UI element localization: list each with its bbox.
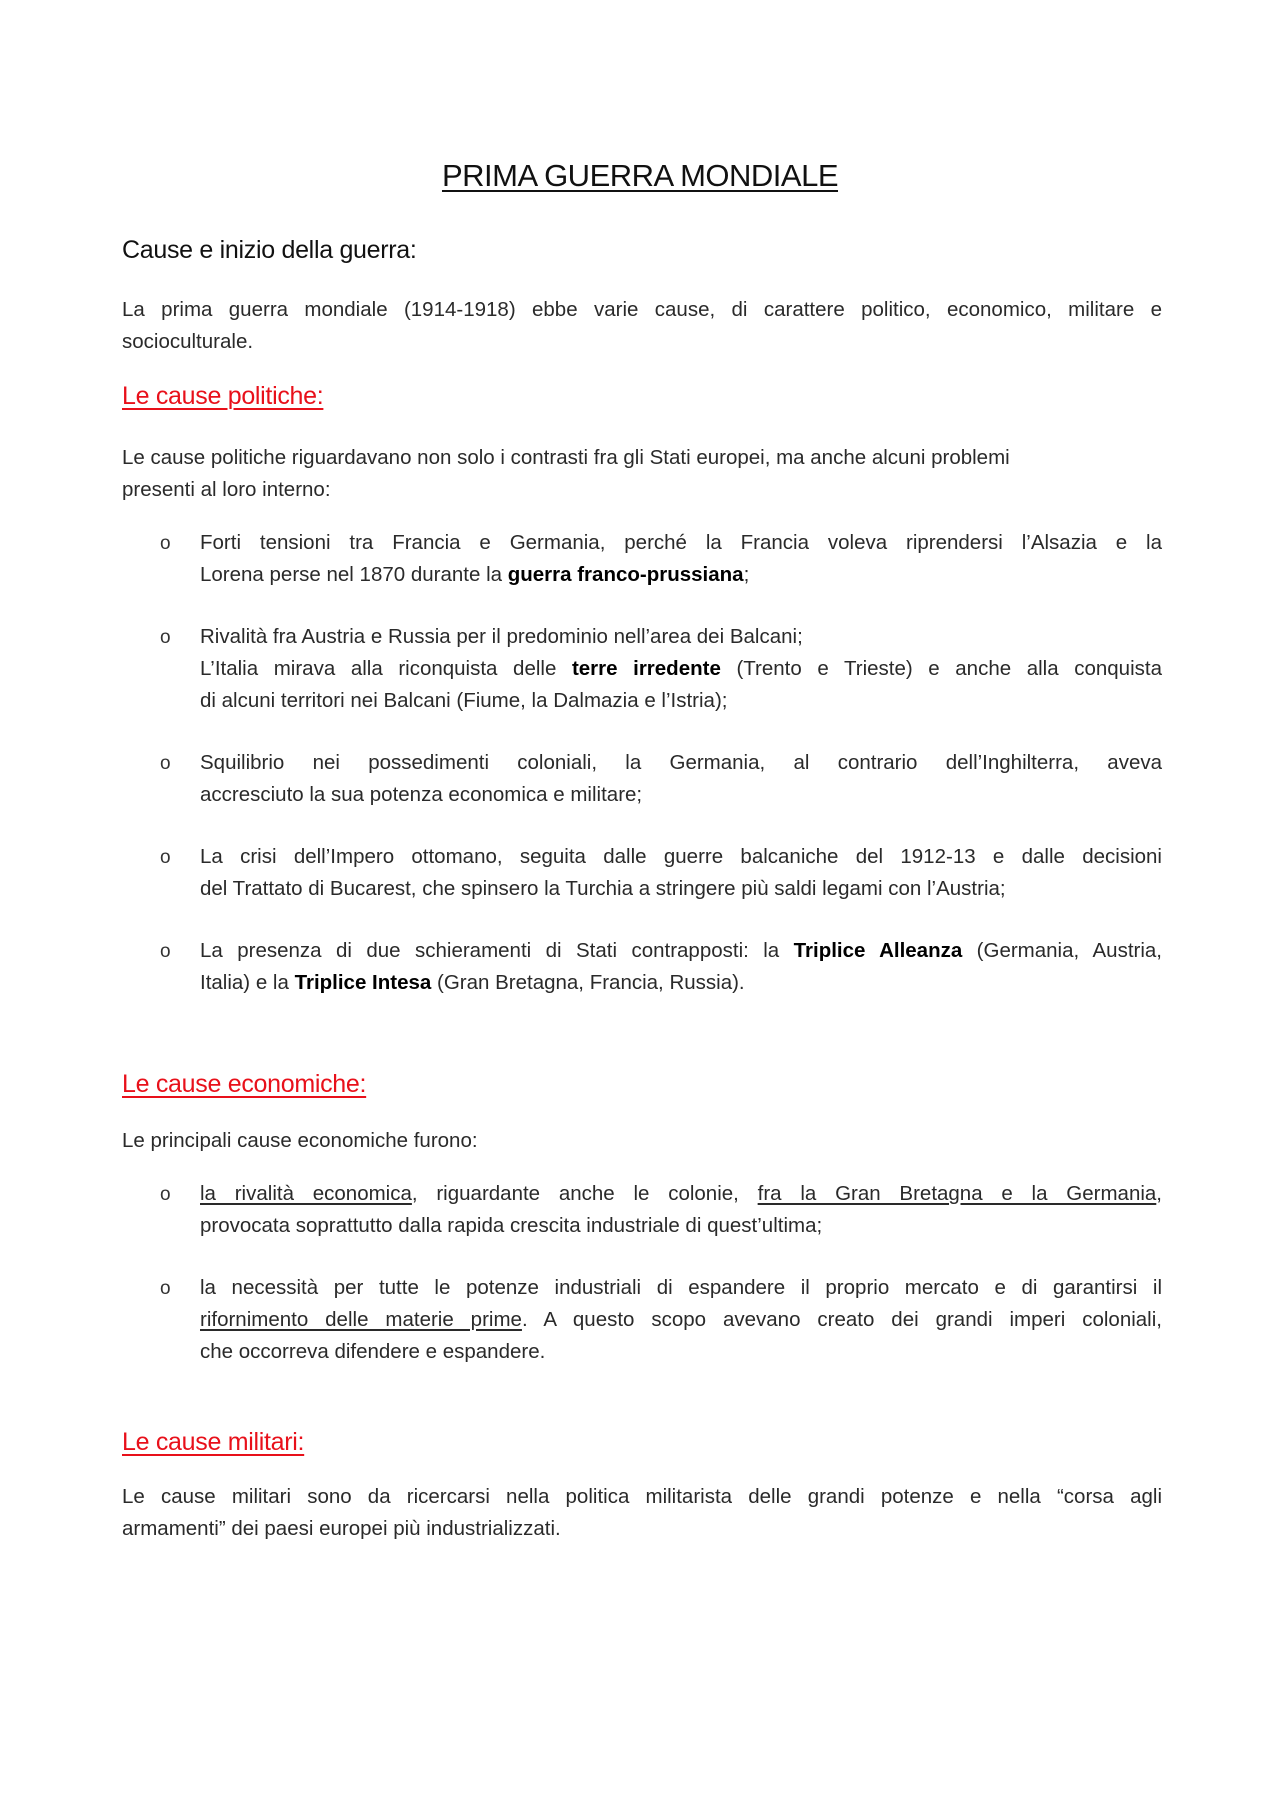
paragraph-economic	[122, 1125, 1162, 1157]
bullet-marker: o	[160, 533, 171, 554]
list-item-political-4	[200, 841, 1162, 905]
paragraph-political-line-2: presenti al loro interno:	[122, 478, 331, 501]
paragraph-military-line-1: Le cause militari sono da ricercarsi nella politica militarista delle grandi potenze e nella “corsa agli	[122, 1485, 1162, 1508]
heading-cause-politiche: Le cause politiche:	[122, 382, 324, 410]
list-item-text: Italia) e la	[200, 971, 295, 994]
list-item-line: che occorreva difendere e espandere.	[200, 1340, 546, 1363]
list-item-line	[200, 935, 1162, 967]
list-item-line	[200, 967, 1162, 999]
list-item-political-2	[200, 621, 1162, 717]
list-item-text: (Gran Bretagna, Francia, Russia).	[431, 971, 745, 994]
list-item-economic-1	[200, 1178, 1162, 1242]
list-item-economic-2	[200, 1272, 1162, 1368]
bullet-marker: o	[160, 941, 171, 962]
list-item-text: (Germania, Austria,	[962, 939, 1162, 962]
bold-term-terre-irredente: terre irredente	[571, 657, 721, 680]
paragraph-intro	[122, 294, 1162, 358]
bold-term-guerra-franco-prussiana: guerra franco-prussiana	[507, 563, 744, 586]
list-item-text: ;	[743, 563, 750, 586]
list-item-line: Forti tensioni tra Francia e Germania, perché la Francia voleva riprendersi l’Alsazia e la	[200, 531, 1162, 554]
list-item-line: accresciuto la sua potenza economica e militare;	[200, 783, 643, 806]
underlined-term-rivalita-economica: la rivalità economica	[200, 1182, 412, 1205]
paragraph-intro-line-2: socioculturale.	[122, 330, 254, 353]
list-item-text: ,	[1156, 1182, 1162, 1205]
list-item-line	[200, 559, 1162, 591]
heading-cause-militari: Le cause militari:	[122, 1428, 305, 1456]
list-item-line	[200, 1178, 1162, 1210]
page-title	[0, 158, 1280, 194]
list-item-political-5	[200, 935, 1162, 999]
list-item-political-3	[200, 747, 1162, 811]
paragraph-political	[122, 442, 1162, 506]
heading-cause-inizio: Cause e inizio della guerra:	[122, 236, 417, 264]
underlined-term-gran-bretagna-germania: fra la Gran Bretagna e la Germania	[757, 1182, 1157, 1205]
list-item-text: (Trento e Trieste) e anche alla conquista	[720, 657, 1162, 680]
heading-cause-economiche: Le cause economiche:	[122, 1070, 367, 1098]
list-item-line	[200, 1304, 1162, 1336]
list-item-text: La presenza di due schieramenti di Stati contrapposti: la	[200, 939, 794, 962]
paragraph-political-line-1: Le cause politiche riguardavano non solo i contrasti fra gli Stati europei, ma anche alcuni problemi	[122, 446, 1010, 469]
bullet-marker: o	[160, 847, 171, 868]
list-item-text: Lorena perse nel 1870 durante la	[200, 563, 508, 586]
paragraph-economic-line-1: Le principali cause economiche furono:	[122, 1129, 478, 1152]
paragraph-intro-line-1: La prima guerra mondiale (1914-1918) ebbe varie cause, di carattere politico, economico, militare e	[122, 298, 1162, 321]
bullet-marker: o	[160, 753, 171, 774]
bullet-marker: o	[160, 627, 171, 648]
paragraph-military	[122, 1481, 1162, 1545]
list-item-line: del Trattato di Bucarest, che spinsero la Turchia a stringere più saldi legami con l’Austria;	[200, 877, 1006, 900]
list-item-line: di alcuni territori nei Balcani (Fiume, la Dalmazia e l’Istria);	[200, 689, 728, 712]
list-item-line: Rivalità fra Austria e Russia per il predominio nell’area dei Balcani;	[200, 625, 803, 648]
bullet-marker: o	[160, 1278, 171, 1299]
list-item-political-1	[200, 527, 1162, 591]
list-item-text: . A questo scopo avevano creato dei grandi imperi coloniali,	[521, 1308, 1162, 1331]
bold-term-triplice-intesa: Triplice Intesa	[294, 971, 432, 994]
bold-term-triplice-alleanza: Triplice Alleanza	[793, 939, 963, 962]
list-item-line: Squilibrio nei possedimenti coloniali, la Germania, al contrario dell’Inghilterra, aveva	[200, 751, 1162, 774]
list-item-line: la necessità per tutte le potenze industriali di espandere il proprio mercato e di garantirsi il	[200, 1276, 1162, 1299]
list-item-text: , riguardante anche le colonie,	[411, 1182, 758, 1205]
page-title-text: PRIMA GUERRA MONDIALE	[441, 158, 839, 193]
list-item-line: provocata soprattutto dalla rapida crescita industriale di quest’ultima;	[200, 1214, 823, 1237]
paragraph-military-line-2: armamenti” dei paesi europei più industrializzati.	[122, 1517, 561, 1540]
list-item-line	[200, 653, 1162, 685]
list-item-text: L’Italia mirava alla riconquista delle	[200, 657, 572, 680]
list-item-line: La crisi dell’Impero ottomano, seguita dalle guerre balcaniche del 1912-13 e dalle decisioni	[200, 845, 1162, 868]
bullet-marker: o	[160, 1184, 171, 1205]
underlined-term-materie-prime: rifornimento delle materie prime	[200, 1308, 522, 1331]
